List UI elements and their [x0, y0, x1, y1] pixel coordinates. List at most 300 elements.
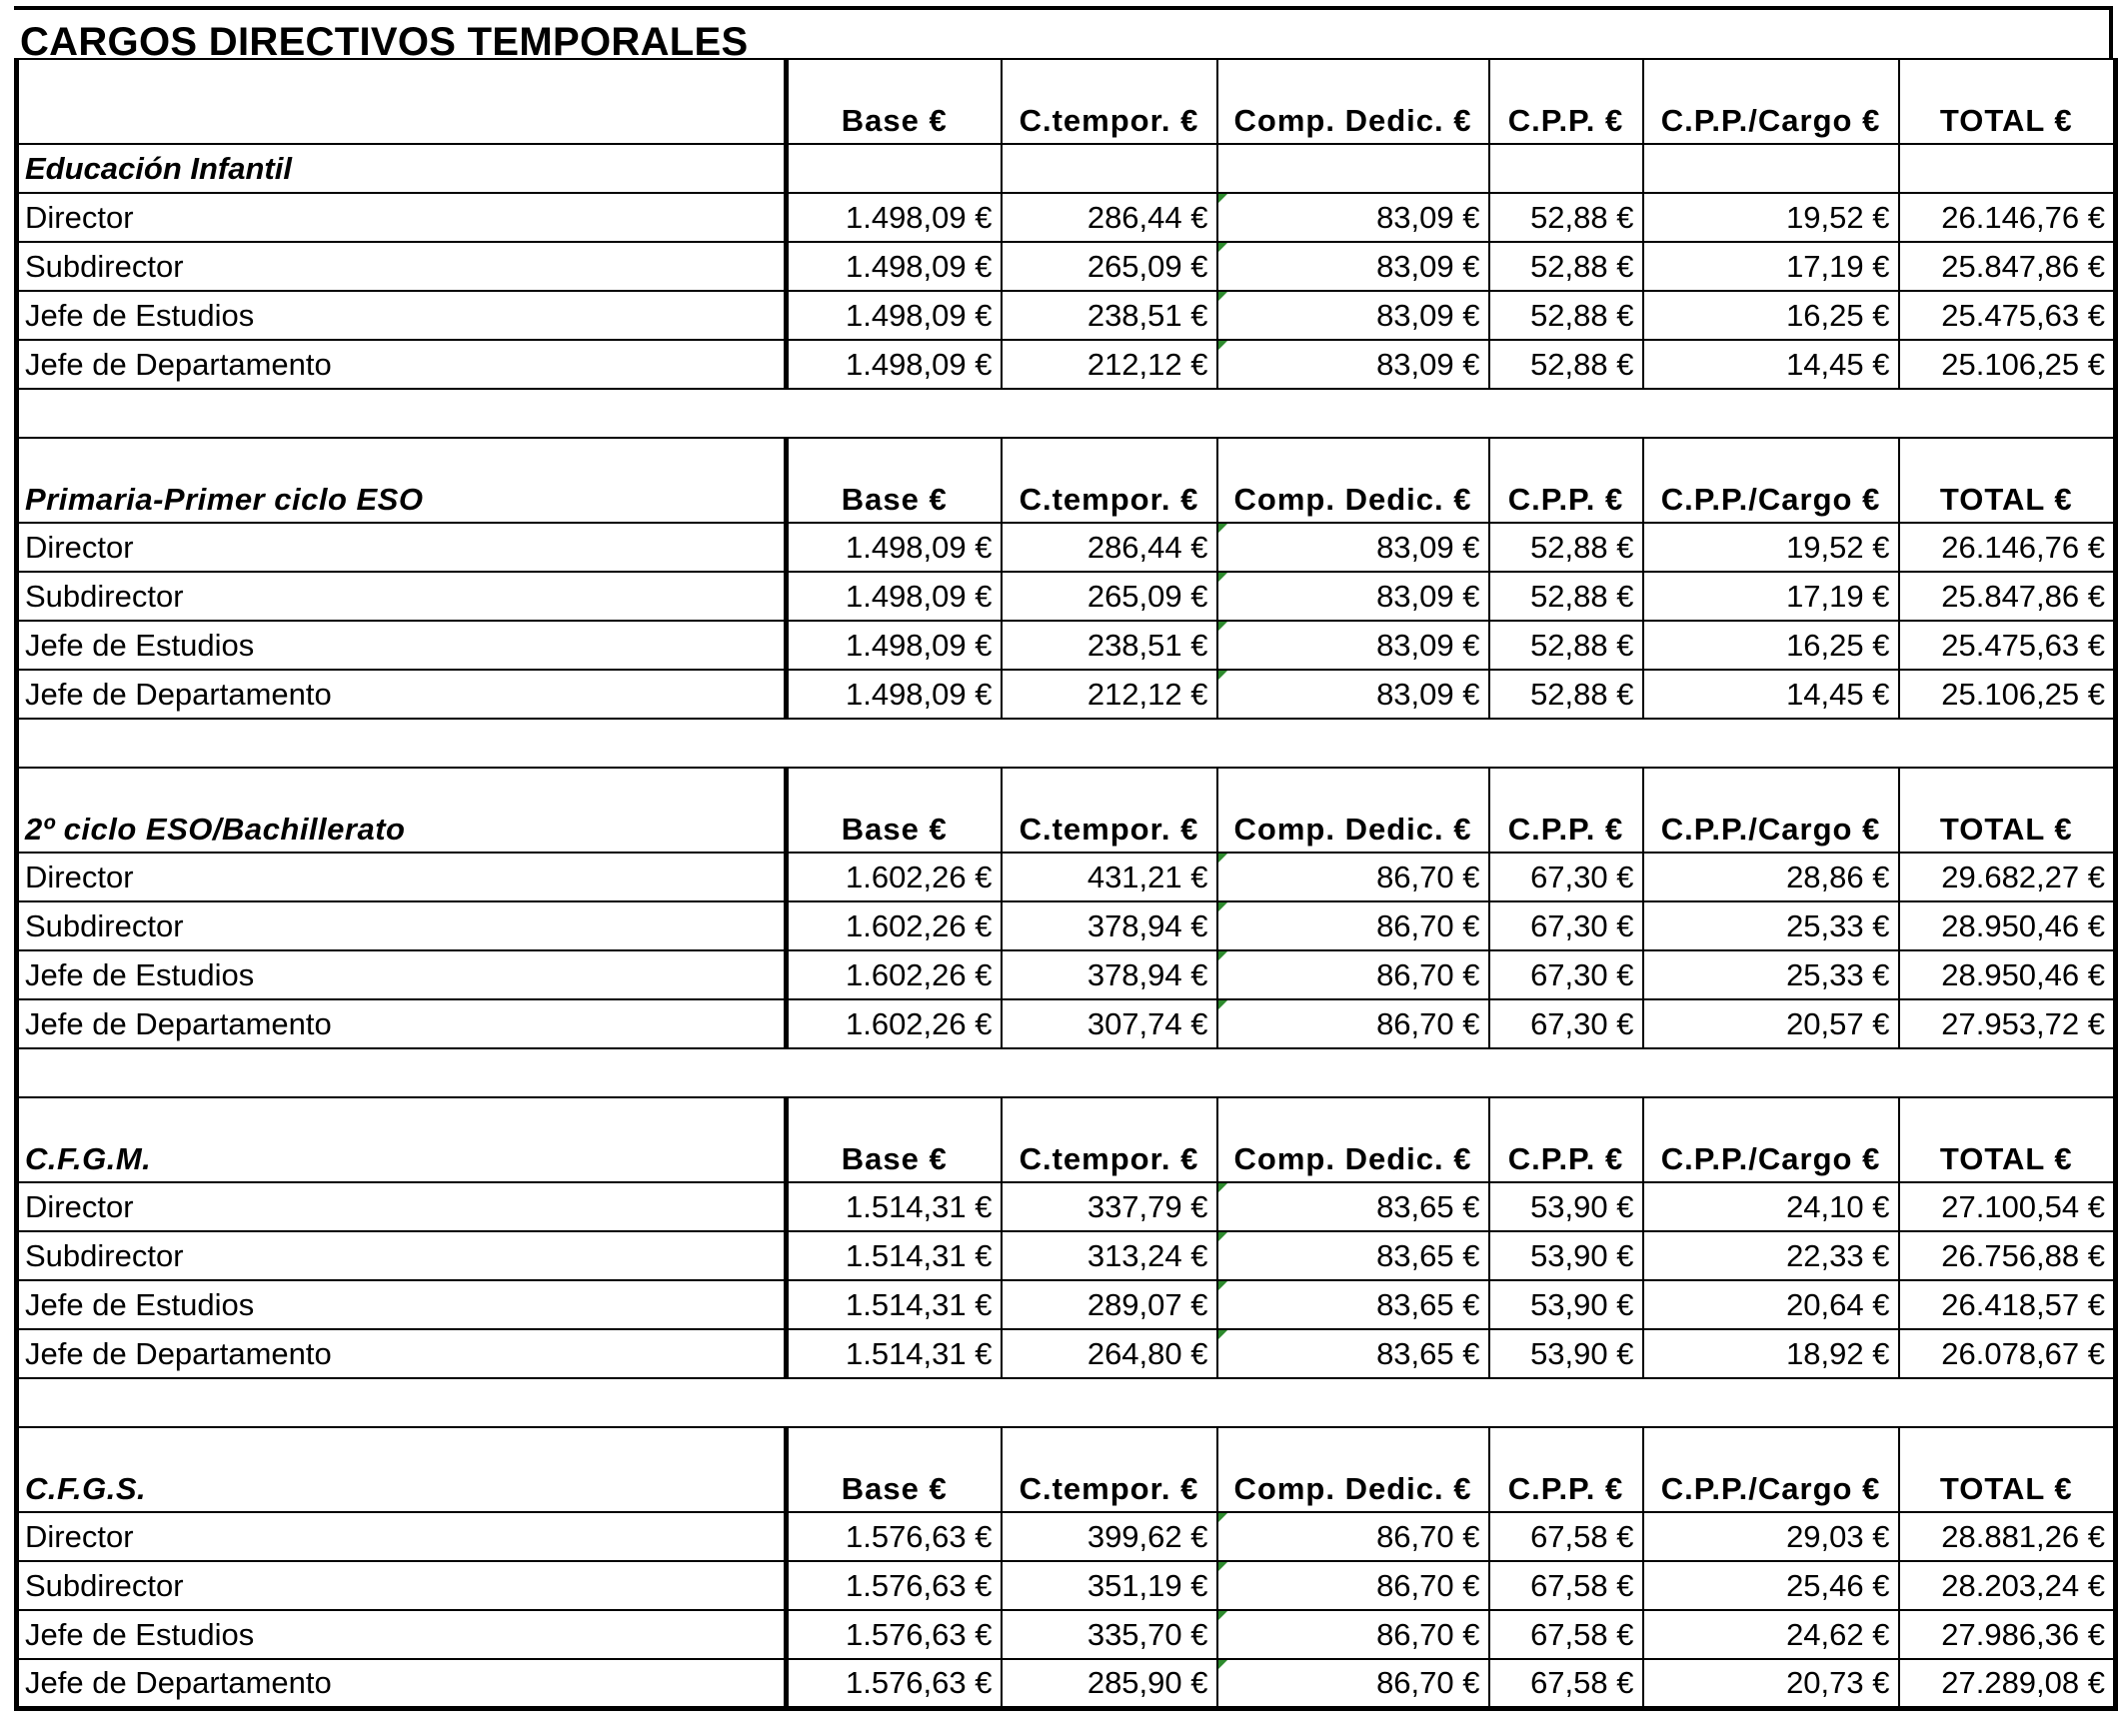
value-text: 20,57 €: [1786, 1005, 1890, 1041]
value-cell: [1217, 242, 1489, 291]
value-text: 335,70 €: [1086, 1616, 1208, 1652]
empty-cell: [1899, 144, 2116, 193]
value-text: 1.576,63 €: [845, 1616, 993, 1652]
comment-marker-icon: [1218, 1000, 1227, 1009]
column-header: Base €: [787, 768, 1002, 853]
comment-marker-icon: [1218, 1281, 1227, 1290]
column-header: TOTAL €: [1899, 1097, 2116, 1182]
value-cell: [1899, 950, 2116, 999]
value-cell: [1489, 193, 1643, 242]
column-header: C.tempor. €: [1002, 1097, 1217, 1182]
value-cell: [1899, 1659, 2116, 1708]
comment-marker-icon: [1218, 671, 1227, 680]
table-row: [17, 1561, 2116, 1610]
value-cell: [1643, 523, 1899, 572]
value-cell: [1217, 1231, 1489, 1280]
spacer-cell: [1002, 1378, 1217, 1427]
value-text: 14,45 €: [1786, 676, 1890, 712]
section-header-row: [17, 768, 2116, 853]
value-cell: [1489, 670, 1643, 719]
empty-cell: [1643, 144, 1899, 193]
value-cell: [787, 1512, 1002, 1561]
row-label: Jefe de Estudios: [17, 291, 787, 340]
value-cell: [1643, 670, 1899, 719]
value-text: 16,25 €: [1786, 627, 1890, 663]
value-cell: [1643, 853, 1899, 901]
value-text: 264,80 €: [1086, 1335, 1208, 1371]
value-cell: [1643, 1561, 1899, 1610]
value-cell: [787, 1280, 1002, 1329]
value-cell: [787, 1659, 1002, 1708]
table-row: [17, 193, 2116, 242]
value-text: 52,88 €: [1530, 199, 1634, 235]
spacer-cell: [787, 1378, 1002, 1427]
value-text: 83,09 €: [1376, 529, 1480, 565]
value-text: 1.498,09 €: [845, 199, 993, 235]
value-text: 286,44 €: [1086, 529, 1208, 565]
column-header: Comp. Dedic. €: [1217, 1427, 1489, 1512]
value-text: 1.576,63 €: [845, 1567, 993, 1603]
value-cell: [1643, 621, 1899, 670]
table-row: [17, 242, 2116, 291]
spacer-cell: [1002, 719, 1217, 768]
spacer-cell: [1643, 389, 1899, 438]
value-text: 378,94 €: [1086, 907, 1208, 943]
table-body: [17, 59, 2116, 1708]
row-label: Jefe de Departamento: [17, 670, 787, 719]
table-row: [17, 523, 2116, 572]
value-text: 238,51 €: [1086, 297, 1208, 333]
spreadsheet: [14, 6, 2113, 1711]
value-cell: [1002, 1231, 1217, 1280]
empty-cell: [1489, 144, 1643, 193]
value-cell: [1217, 1329, 1489, 1378]
table-row: [17, 1182, 2116, 1231]
value-cell: [1217, 901, 1489, 950]
spacer-cell: [1489, 1378, 1643, 1427]
section-title: C.F.G.M.: [17, 1097, 787, 1182]
row-label: Jefe de Estudios: [17, 950, 787, 999]
value-text: 26.146,76 €: [1941, 199, 2105, 235]
table-row: [17, 1512, 2116, 1561]
value-cell: [787, 1231, 1002, 1280]
table-row: [17, 340, 2116, 389]
column-header: C.P.P. €: [1489, 1097, 1643, 1182]
value-text: 1.498,09 €: [845, 248, 993, 284]
value-text: 29.682,27 €: [1941, 859, 2105, 894]
header-row: [17, 59, 2116, 144]
value-cell: [1899, 901, 2116, 950]
value-cell: [1643, 1329, 1899, 1378]
value-cell: [1217, 340, 1489, 389]
value-text: 265,09 €: [1086, 578, 1208, 614]
value-cell: [1217, 1659, 1489, 1708]
value-cell: [1489, 1231, 1643, 1280]
value-cell: [1489, 340, 1643, 389]
value-cell: [1489, 572, 1643, 621]
value-text: 1.498,09 €: [845, 346, 993, 382]
column-header: C.P.P./Cargo €: [1643, 59, 1899, 144]
value-cell: [787, 853, 1002, 901]
value-text: 86,70 €: [1376, 907, 1480, 943]
table-row: [17, 621, 2116, 670]
column-header: C.P.P. €: [1489, 768, 1643, 853]
row-label: Jefe de Departamento: [17, 1329, 787, 1378]
value-cell: [787, 1610, 1002, 1659]
spacer-cell: [1899, 1048, 2116, 1097]
spacer-cell: [17, 1048, 787, 1097]
spacer-cell: [1217, 389, 1489, 438]
value-text: 26.418,57 €: [1941, 1286, 2105, 1322]
value-text: 1.498,09 €: [845, 297, 993, 333]
value-cell: [1217, 523, 1489, 572]
value-text: 1.576,63 €: [845, 1664, 993, 1700]
comment-marker-icon: [1218, 1660, 1227, 1669]
value-text: 1.576,63 €: [845, 1518, 993, 1554]
sheet-title: CARGOS DIRECTIVOS TEMPORALES: [20, 20, 749, 64]
column-header: Base €: [787, 438, 1002, 523]
column-header: TOTAL €: [1899, 768, 2116, 853]
value-cell: [1489, 523, 1643, 572]
value-cell: [787, 1182, 1002, 1231]
value-cell: [1643, 1182, 1899, 1231]
row-label: Director: [17, 523, 787, 572]
value-cell: [1002, 999, 1217, 1048]
value-text: 17,19 €: [1786, 248, 1890, 284]
value-cell: [1643, 901, 1899, 950]
value-text: 19,52 €: [1786, 529, 1890, 565]
value-cell: [787, 670, 1002, 719]
value-cell: [1643, 572, 1899, 621]
comment-marker-icon: [1218, 951, 1227, 960]
spacer-cell: [787, 389, 1002, 438]
value-text: 29,03 €: [1786, 1518, 1890, 1554]
value-text: 212,12 €: [1086, 346, 1208, 382]
section-header-row: [17, 1427, 2116, 1512]
spacer-row: [17, 389, 2116, 438]
comment-marker-icon: [1218, 622, 1227, 631]
comment-marker-icon: [1218, 902, 1227, 911]
value-text: 313,24 €: [1086, 1237, 1208, 1273]
value-cell: [1002, 1182, 1217, 1231]
value-cell: [1643, 950, 1899, 999]
value-text: 399,62 €: [1086, 1518, 1208, 1554]
value-cell: [1489, 1561, 1643, 1610]
value-cell: [1643, 1231, 1899, 1280]
spacer-cell: [17, 1378, 787, 1427]
comment-marker-icon: [1218, 341, 1227, 350]
value-cell: [787, 1561, 1002, 1610]
value-cell: [1899, 242, 2116, 291]
value-text: 27.289,08 €: [1941, 1664, 2105, 1700]
value-cell: [1002, 950, 1217, 999]
row-label: Subdirector: [17, 901, 787, 950]
value-cell: [1489, 1659, 1643, 1708]
value-text: 20,64 €: [1786, 1286, 1890, 1322]
row-label: Jefe de Departamento: [17, 1659, 787, 1708]
value-text: 83,65 €: [1376, 1286, 1480, 1322]
value-text: 83,09 €: [1376, 199, 1480, 235]
value-text: 52,88 €: [1530, 578, 1634, 614]
value-text: 67,58 €: [1530, 1567, 1634, 1603]
value-cell: [787, 950, 1002, 999]
value-text: 83,65 €: [1376, 1335, 1480, 1371]
column-header: C.P.P. €: [1489, 438, 1643, 523]
value-cell: [1899, 621, 2116, 670]
value-text: 25.475,63 €: [1941, 627, 2105, 663]
column-header: C.P.P./Cargo €: [1643, 1097, 1899, 1182]
value-cell: [1489, 621, 1643, 670]
value-text: 431,21 €: [1086, 859, 1208, 894]
value-text: 52,88 €: [1530, 676, 1634, 712]
value-cell: [1643, 1610, 1899, 1659]
value-cell: [1489, 1329, 1643, 1378]
column-header: C.P.P./Cargo €: [1643, 768, 1899, 853]
value-cell: [1217, 670, 1489, 719]
value-cell: [1217, 193, 1489, 242]
value-cell: [787, 193, 1002, 242]
value-text: 53,90 €: [1530, 1188, 1634, 1224]
column-header: C.tempor. €: [1002, 438, 1217, 523]
row-label: Jefe de Estudios: [17, 1610, 787, 1659]
value-cell: [1002, 340, 1217, 389]
column-header: TOTAL €: [1899, 59, 2116, 144]
value-cell: [1643, 1280, 1899, 1329]
value-text: 27.953,72 €: [1941, 1005, 2105, 1041]
value-cell: [1643, 999, 1899, 1048]
empty-cell: [1002, 144, 1217, 193]
value-cell: [1217, 853, 1489, 901]
value-text: 83,09 €: [1376, 248, 1480, 284]
value-text: 26.078,67 €: [1941, 1335, 2105, 1371]
column-header: C.tempor. €: [1002, 768, 1217, 853]
row-label: Jefe de Estudios: [17, 621, 787, 670]
value-cell: [1489, 291, 1643, 340]
value-text: 24,62 €: [1786, 1616, 1890, 1652]
section-header-row: [17, 438, 2116, 523]
value-text: 83,09 €: [1376, 578, 1480, 614]
value-cell: [1489, 999, 1643, 1048]
value-text: 22,33 €: [1786, 1237, 1890, 1273]
value-text: 28.203,24 €: [1941, 1567, 2105, 1603]
table-row: [17, 901, 2116, 950]
value-text: 52,88 €: [1530, 529, 1634, 565]
value-cell: [1002, 242, 1217, 291]
value-text: 25,33 €: [1786, 956, 1890, 992]
value-text: 286,44 €: [1086, 199, 1208, 235]
value-text: 25.475,63 €: [1941, 297, 2105, 333]
spacer-cell: [1217, 1048, 1489, 1097]
column-header: C.P.P. €: [1489, 59, 1643, 144]
value-cell: [787, 242, 1002, 291]
table-row: [17, 572, 2116, 621]
value-text: 67,58 €: [1530, 1664, 1634, 1700]
comment-marker-icon: [1218, 1562, 1227, 1571]
value-cell: [787, 291, 1002, 340]
spacer-cell: [1643, 1048, 1899, 1097]
value-text: 20,73 €: [1786, 1664, 1890, 1700]
spacer-cell: [1899, 389, 2116, 438]
table-row: [17, 950, 2116, 999]
comment-marker-icon: [1218, 573, 1227, 582]
row-label: Jefe de Estudios: [17, 1280, 787, 1329]
value-text: 1.514,31 €: [845, 1188, 993, 1224]
row-label: Jefe de Departamento: [17, 340, 787, 389]
value-text: 83,09 €: [1376, 346, 1480, 382]
spacer-cell: [1899, 719, 2116, 768]
value-cell: [787, 901, 1002, 950]
spacer-row: [17, 1378, 2116, 1427]
value-cell: [1643, 1512, 1899, 1561]
spacer-cell: [17, 389, 787, 438]
value-text: 67,58 €: [1530, 1518, 1634, 1554]
comment-marker-icon: [1218, 1330, 1227, 1339]
value-cell: [1217, 950, 1489, 999]
spacer-cell: [1217, 1378, 1489, 1427]
value-text: 25.106,25 €: [1941, 346, 2105, 382]
value-cell: [1643, 242, 1899, 291]
header-label-cell: [17, 59, 787, 144]
value-text: 83,65 €: [1376, 1188, 1480, 1224]
value-cell: [787, 621, 1002, 670]
row-label: Subdirector: [17, 1231, 787, 1280]
value-cell: [1217, 1561, 1489, 1610]
value-text: 307,74 €: [1086, 1005, 1208, 1041]
value-cell: [787, 1329, 1002, 1378]
value-text: 1.514,31 €: [845, 1237, 993, 1273]
value-text: 14,45 €: [1786, 346, 1890, 382]
spacer-cell: [1489, 1048, 1643, 1097]
column-header: Comp. Dedic. €: [1217, 1097, 1489, 1182]
empty-cell: [787, 144, 1002, 193]
value-text: 212,12 €: [1086, 676, 1208, 712]
value-text: 1.514,31 €: [845, 1286, 993, 1322]
value-cell: [787, 340, 1002, 389]
value-cell: [1002, 853, 1217, 901]
column-header: C.P.P./Cargo €: [1643, 438, 1899, 523]
value-text: 265,09 €: [1086, 248, 1208, 284]
value-cell: [1899, 1512, 2116, 1561]
value-cell: [1899, 1329, 2116, 1378]
value-cell: [1217, 291, 1489, 340]
value-text: 52,88 €: [1530, 627, 1634, 663]
value-cell: [1002, 291, 1217, 340]
value-text: 285,90 €: [1086, 1664, 1208, 1700]
value-text: 1.602,26 €: [845, 956, 993, 992]
salary-table: [14, 58, 2118, 1711]
value-text: 67,30 €: [1530, 1005, 1634, 1041]
table-row: [17, 1659, 2116, 1708]
value-cell: [787, 523, 1002, 572]
value-cell: [1899, 1561, 2116, 1610]
value-text: 86,70 €: [1376, 1664, 1480, 1700]
value-text: 25.847,86 €: [1941, 578, 2105, 614]
column-header: Comp. Dedic. €: [1217, 438, 1489, 523]
comment-marker-icon: [1218, 1611, 1227, 1620]
column-header: C.tempor. €: [1002, 59, 1217, 144]
value-text: 83,09 €: [1376, 297, 1480, 333]
comment-marker-icon: [1218, 194, 1227, 203]
value-text: 28,86 €: [1786, 859, 1890, 894]
spacer-cell: [1489, 719, 1643, 768]
comment-marker-icon: [1218, 1513, 1227, 1522]
spacer-row: [17, 719, 2116, 768]
value-text: 1.498,09 €: [845, 676, 993, 712]
value-cell: [1217, 1182, 1489, 1231]
value-cell: [1217, 999, 1489, 1048]
spacer-cell: [17, 719, 787, 768]
section-row: [17, 144, 2116, 193]
spacer-cell: [1489, 389, 1643, 438]
value-text: 27.986,36 €: [1941, 1616, 2105, 1652]
section-header-row: [17, 1097, 2116, 1182]
value-text: 83,65 €: [1376, 1237, 1480, 1273]
spacer-cell: [1899, 1378, 2116, 1427]
row-label: Director: [17, 1512, 787, 1561]
value-cell: [1489, 950, 1643, 999]
value-text: 28.950,46 €: [1941, 956, 2105, 992]
value-cell: [1899, 1231, 2116, 1280]
comment-marker-icon: [1218, 1232, 1227, 1241]
column-header: Base €: [787, 1427, 1002, 1512]
value-text: 238,51 €: [1086, 627, 1208, 663]
value-text: 1.602,26 €: [845, 859, 993, 894]
row-label: Subdirector: [17, 242, 787, 291]
value-cell: [1217, 621, 1489, 670]
row-label: Director: [17, 1182, 787, 1231]
table-row: [17, 999, 2116, 1048]
column-header: Base €: [787, 59, 1002, 144]
value-cell: [1643, 340, 1899, 389]
value-cell: [1489, 1182, 1643, 1231]
value-text: 53,90 €: [1530, 1335, 1634, 1371]
table-row: [17, 1610, 2116, 1659]
value-cell: [1002, 193, 1217, 242]
value-text: 25.847,86 €: [1941, 248, 2105, 284]
column-header: Base €: [787, 1097, 1002, 1182]
table-row: [17, 853, 2116, 901]
value-text: 337,79 €: [1086, 1188, 1208, 1224]
value-cell: [1002, 621, 1217, 670]
row-label: Jefe de Departamento: [17, 999, 787, 1048]
table-row: [17, 1231, 2116, 1280]
value-cell: [1643, 1659, 1899, 1708]
value-text: 1.498,09 €: [845, 578, 993, 614]
column-header: C.P.P./Cargo €: [1643, 1427, 1899, 1512]
value-text: 18,92 €: [1786, 1335, 1890, 1371]
value-cell: [1489, 901, 1643, 950]
value-cell: [1899, 523, 2116, 572]
value-text: 351,19 €: [1086, 1567, 1208, 1603]
value-cell: [1643, 193, 1899, 242]
column-header: TOTAL €: [1899, 438, 2116, 523]
value-cell: [1217, 1610, 1489, 1659]
value-text: 86,70 €: [1376, 1567, 1480, 1603]
table-row: [17, 670, 2116, 719]
value-text: 52,88 €: [1530, 248, 1634, 284]
row-label: Director: [17, 193, 787, 242]
value-text: 52,88 €: [1530, 346, 1634, 382]
value-text: 86,70 €: [1376, 859, 1480, 894]
value-cell: [1489, 1280, 1643, 1329]
value-cell: [1899, 291, 2116, 340]
title-row: [14, 6, 2113, 64]
value-cell: [1489, 1610, 1643, 1659]
spacer-cell: [1643, 1378, 1899, 1427]
value-cell: [1002, 901, 1217, 950]
empty-cell: [1217, 144, 1489, 193]
column-header: C.tempor. €: [1002, 1427, 1217, 1512]
